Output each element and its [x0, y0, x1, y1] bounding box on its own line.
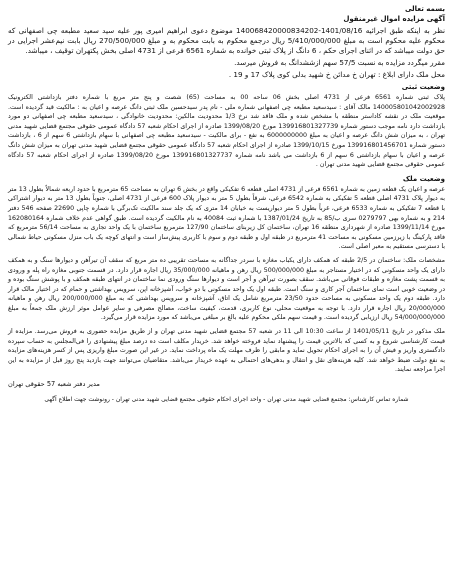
- registry-status-text: پلاک ثبتی شماره 6561 فرعی از 4731 اصلی بخش 06 ساحه 00 به مساحت (65) شصت و پنج متر مربع با شماره دفتر بازداشتی الکترونیک 140005801042002928 مالک آقای : سیدسعید مطبعه چی اصفهانی شماره ملی - نام پدر سیدحسین ملک ثبتی دانگ عرصه و اعیان به : مالکیت قید گردیده است. موقعیت ملک در نقشه کاداستر منطقه با مشخص شده و ملک فاقد شد نرخ 1/3 محدودیت مالکین: محدودیت خانوادگی ، سیدسعید مطبعه چی اصفهانی دو مورد بازداشت دارد نامه موجب دستور شماره 139916801327739 مورخ 1399/08/20 صادره از اجرای احکام شعبه 57 دادگاه عمومی حقوقی مجتمع قضایی شهید مدنی تهران ، به میزان شش دانگ عرصه و اعیان به مبلغ 6000000000 به نفع - برای مالکیت - سیدسعید مطبعه چی اصفهانی با سهام بازداشتی 6 سهم از 6 ، بازداشت دستور شماره 139916801456701 مورخ 1399/10/15 صادره از اجرای احکام شعبه 57 دادگاه عمومی حقوقی مجتمع قضایی شهید مدنی تهران به میزان شش دانگ عرصه و اعیان با سهام بازداشتی 6 سهم از 6 بازداشت می باشد نامه شماره 139916801327737 مورخ 1399/08/20 صادره از اجرای احکام شعبه 57 دادگاه عمومی حقوقی مجتمع قضایی شهید مدنی تهران .: [8, 94, 446, 169]
- property-status-title: وضعیت ملک: [402, 174, 445, 183]
- footer-line: شماره تماس کارشناس: مجتمع قضایی شهید مدنی تهران - واحد اجرای احکام حقوقی مجتمع قضایی شهید مدنی تهران - رونوشت جهت اطلاع آگهی: [44, 396, 409, 404]
- notice-heading-basmala: بسمه تعالی: [404, 5, 445, 13]
- property-status-text: عرصه و اعیان یک قطعه زمین به شماره 6561 فرعی از 4731 اصلی قطعه 6 تفکیکی واقع در بخش 6 تهران به مساحت 65 مترمربع با حدود اربعه شمالاً بطول 13 متر به دیوار پلاک 4731 اصلی قطعه 5 تفکیکی به شماره 6542 فرعی، شرقاً بطول 5 متر به دیوار پلاک 600 فرعی از 4731 اصلی، جنوباً بطول 13 متر به دیوار اشتراکی با قطعه 7 تفکیکی به شماره 6533 فرعی، غرباً بطول 5 متر دیواریست به خیابان 14 متری که یک جلد سند مالکیت تک‌برگی با شماره چاپی 22690 صفحه 546 دفتر 214 و به شماره بهی 0279797 سری ب/85 به تاریخ 1387/01/24 با شماره ثبت 40084 به نام مالکیت گردیده است. طبق گواهی عدم خلاف شماره 162080164 مورخ 1399/11/14 صادره از شهرداری منطقه 16 تهران، ساختمان کل زیربنای ساختمان 127/90 مترمربع ساختمان با یک واحد تجاری به مساحت 56/14 مترمربع که فاقد پارکینگ با زیرزمین مسکونی به مساحت 41 مترمربع در طبقه اول و طبقه دوم و سوم با کاربری پیش‌ساز است و انتهای کوچه یک باب منزل مسکونی حیاط شمالی با دسترسی مستقیم به معبر اصلی است.: [8, 185, 446, 251]
- auction-terms-text: ملک مذکور در تاریخ 1401/05/11 از ساعت 10:30 الی 11 در شعبه 57 مجتمع قضایی شهید مدنی تهران و از طریق مزایده حضوری به فروش می‌رسد. مزایده از قیمت کارشناسی شروع و به کسی که بالاترین قیمت را پیشنهاد نماید فروخته خواهد شد. خریدار مکلف است ده درصد مبلغ پیشنهادی را فی‌المجلس به حساب سپرده دادگستری واریز و فیش آن را به اجرای احکام تحویل نماید و مابقی را ظرف مهلت یک ماه پرداخت نماید. در غیر این صورت مبلغ واریزی پس از کسر هزینه‌های مزایده به نفع دولت ضبط خواهد شد. کلیه هزینه‌های نقل و انتقال و بدهی‌های احتمالی به عهده خریدار می‌باشد. متقاضیان می‌توانند جهت بازدید پنج روز قبل از مزایده به این اجرا مراجعه نمایند.: [8, 328, 445, 374]
- location-line: محل ملک دارای ابلاغ : تهران خ مدائن خ شهید بدلی کوی پلاک 17 و 19 .: [228, 70, 445, 79]
- decision-line: مقرر میگردد مزایده به نسبت 57/5 سهم ازششدانگ به فروش میرسد.: [234, 58, 445, 67]
- registry-status-title: وضعیت ثبتی: [401, 83, 445, 91]
- property-specs-text: مشخصات ملک: ساختمان در 2/5 طبقه که همکف دارای یکباب مغازه با سردر جداگانه به مساحت تقریبی ده متر مربع که سقف آن تیرآهن و دیوارها سنگ و به همکف دارای یک واحد مسکونی که در اختیار مستاجر به مبلغ 500/000/000 ریال رهن و ماهیانه 35/000/000 ریال اجاره قرار دارد. در قسمت جنوبی مغازه راه پله و ورودی به قسمت پشت مغازه و طبقات فوقانی می‌باشد. سقف بصورت تیرآهن و آجر است و دیوارها سنگ ورودی نما ساختمان در انتهای طبقه همکف و با پوشش سنگ بوده و در وضعیت خوبی است نمای ساختمان آجر کاری و سنگ است. طبقه اول یک واحد مسکونی با دو خواب، آشپزخانه اپن، سرویس بهداشتی و حمام که در اختیار مالک قرار دارد. طبقه دوم یک واحد مسکونی به مساحت حدود 23/50 مترمربع شامل یک اتاق، آشپزخانه و سرویس بهداشتی که به مبلغ 200/000/000 ریال رهن و ماهیانه 20/000/000 ریال اجاره قرار دارد. با توجه به موقعیت محلی، نوع کاربری، قدمت، کیفیت ساخت، مصالح مصرفی و سایر عوامل موثر ارزش ملک جمعاً به مبلغ 54/000/000/000 ریال ارزیابی گردیده است. و قیمت سهم ملکی محکوم علیه بالغ بر مبلغی می‌باشد که مورد مزایده قرار می‌گیرد.: [8, 256, 445, 322]
- signature-line: مدیر دفتر شعبه 57 حقوقی تهران: [8, 380, 100, 389]
- notice-heading-title: آگهی مزایده اموال غیرمنقول: [343, 15, 445, 23]
- intro-paragraph: نظر به اینکه طبق اجرائیه 1401/08/16-140068420000834202 موضوع دعوی ابراهیم امیری پور علیه سید سعید مطبعه چی اصفهانی که محکوم علیه محکوم است به مبلغ 5/410/000/000 ریال درجمع محکوم به بابت محکوم به و مبلغ 270/500/000 ریال بابت نیم‌عشر اجرایی در حق دولت میباشد که در اثنای اجرای حکم ، 6 دانگ از پلاک ثبتی خوانده به شماره 6561 فرعی از 4731 اصلی بخش پکتهران توقیف ، میباشد.: [8, 26, 445, 55]
